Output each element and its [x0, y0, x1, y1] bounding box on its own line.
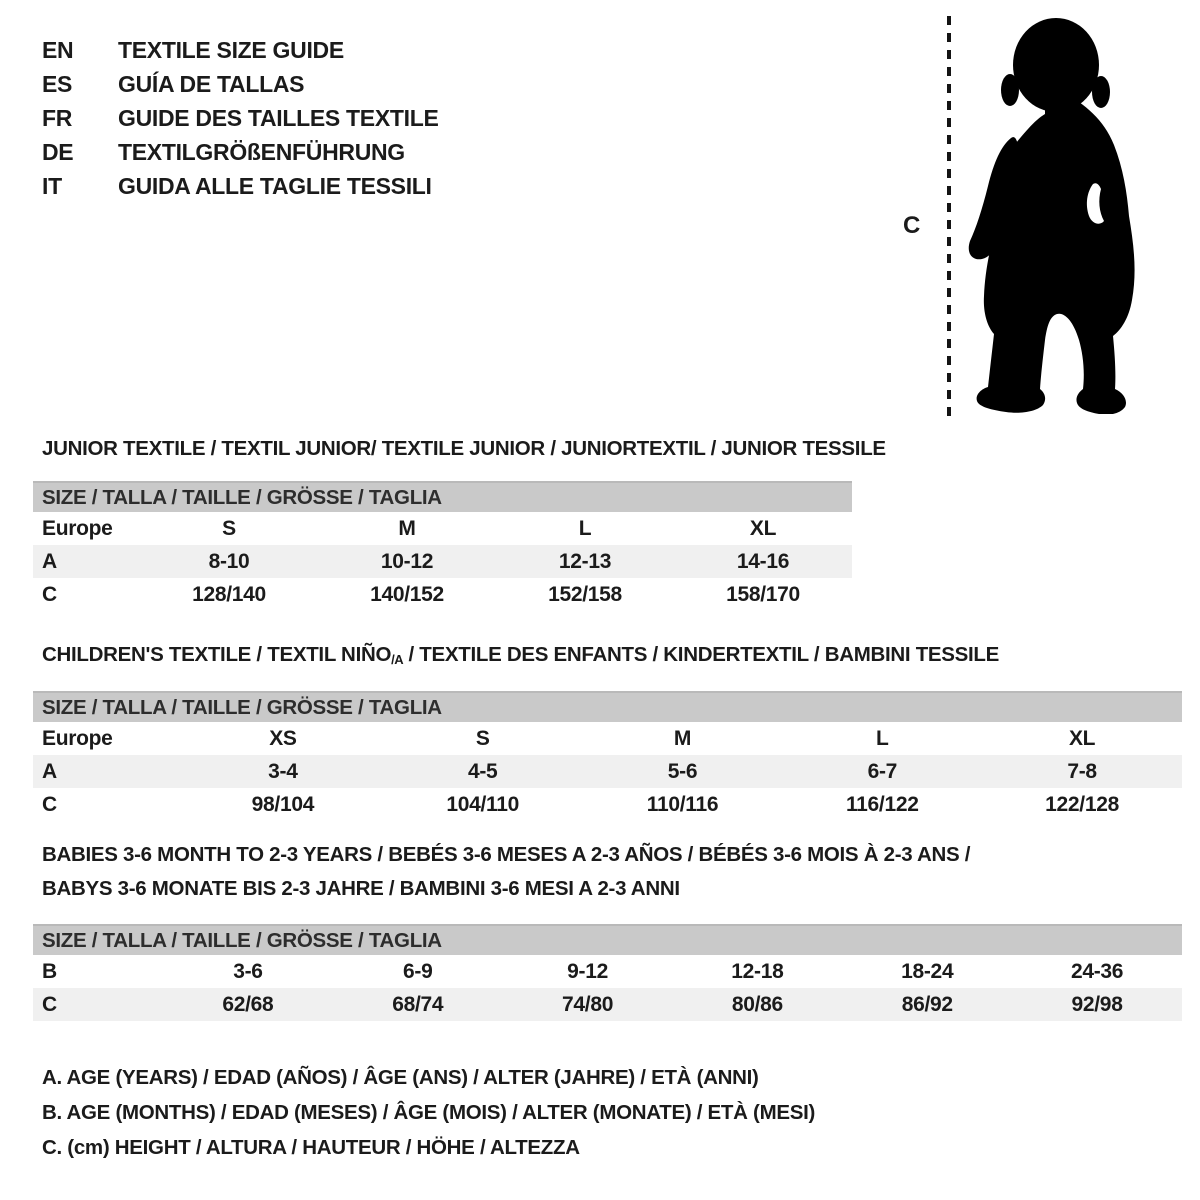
row-label: Europe: [42, 726, 113, 750]
title-line: BABYS 3-6 MONATE BIS 2-3 JAHRE / BAMBINI 3-6 MESI A 2-3 ANNI: [42, 877, 680, 900]
height-cell: 98/104: [251, 792, 315, 816]
legend-line-b: B. AGE (MONTHS) / EDAD (MESES) / ÂGE (MOIS) / ALTER (MONATE) / ETÀ (MESI): [42, 1101, 816, 1124]
size-cell: L: [876, 726, 889, 750]
age-cell: 6-9: [403, 959, 433, 983]
table-row-europe: [33, 722, 1182, 755]
table-row-age: [33, 545, 852, 578]
table-row-age-months: [33, 955, 1182, 988]
lang-row-es: [42, 67, 439, 101]
height-cell: 92/98: [1071, 992, 1123, 1016]
size-cell: XL: [1068, 726, 1096, 750]
measurement-legend: [42, 1060, 815, 1165]
row-label: C: [42, 582, 57, 606]
age-cell: 5-6: [667, 759, 698, 783]
legend-line-a: A. AGE (YEARS) / EDAD (AÑOS) / ÂGE (ANS) / ALTER (JAHRE) / ETÀ (ANNI): [42, 1066, 759, 1089]
height-cell: 74/80: [562, 992, 614, 1016]
lang-title: TEXTILE SIZE GUIDE: [118, 36, 344, 63]
height-cell: 62/68: [222, 992, 274, 1016]
age-cell: 18-24: [901, 959, 954, 983]
table-row-europe: [33, 512, 852, 545]
row-label: A: [42, 549, 57, 573]
size-cell: M: [398, 516, 416, 540]
age-cell: 10-12: [380, 549, 434, 573]
age-cell: 6-7: [867, 759, 898, 783]
height-cell: 80/86: [731, 992, 783, 1016]
lang-row-fr: [42, 101, 439, 135]
table-row-age: [33, 755, 1182, 788]
measure-label-c: C: [903, 212, 921, 239]
row-label: Europe: [42, 516, 113, 540]
section-title-children: [42, 643, 999, 667]
height-cell: 104/110: [446, 792, 520, 816]
lang-row-it: [42, 169, 439, 203]
legend-line-c: C. (cm) HEIGHT / ALTURA / HAUTEUR / HÖHE / ALTEZZA: [42, 1136, 580, 1159]
age-cell: 4-5: [467, 759, 498, 783]
height-measure-dashed-line: [947, 16, 951, 416]
height-cell: 68/74: [392, 992, 444, 1016]
children-size-table: [33, 691, 1182, 821]
height-cell: 128/140: [192, 582, 266, 606]
age-cell: 3-6: [233, 959, 263, 983]
title-line: BABIES 3-6 MONTH TO 2-3 YEARS / BEBÉS 3-6 MESES A 2-3 AÑOS / BÉBÉS 3-6 MOIS À 2-3 ANS /: [42, 843, 971, 866]
row-label: A: [42, 759, 57, 783]
height-cell: 140/152: [370, 582, 444, 606]
height-cell: 122/128: [1045, 792, 1119, 816]
age-cell: 9-12: [567, 959, 608, 983]
title-subscript: /A: [391, 652, 404, 667]
row-label: B: [42, 959, 57, 983]
age-cell: 12-18: [731, 959, 784, 983]
size-cell: S: [475, 726, 490, 750]
row-label: C: [42, 792, 57, 816]
section-title-junior: JUNIOR TEXTILE / TEXTIL JUNIOR/ TEXTILE JUNIOR / JUNIORTEXTIL / JUNIOR TESSILE: [42, 437, 886, 460]
size-header-bar: SIZE / TALLA / TAILLE / GRÖSSE / TAGLIA: [33, 481, 852, 512]
table-row-height: [33, 988, 1182, 1021]
lang-code: FR: [42, 104, 73, 131]
language-title-list: [42, 33, 439, 203]
table-row-height: [33, 578, 852, 611]
size-cell: XL: [749, 516, 777, 540]
height-cell: 158/170: [726, 582, 800, 606]
size-header-bar: SIZE / TALLA / TAILLE / GRÖSSE / TAGLIA: [33, 924, 1182, 955]
age-cell: 14-16: [736, 549, 790, 573]
height-cell: 110/116: [646, 792, 719, 816]
toddler-silhouette: [953, 10, 1171, 414]
lang-code: DE: [42, 138, 74, 165]
title-part: / TEXTILE DES ENFANTS / KINDERTEXTIL / BAMBINI TESSILE: [403, 643, 1000, 666]
size-cell: M: [673, 726, 692, 750]
row-label: C: [42, 992, 57, 1016]
age-cell: 8-10: [208, 549, 250, 573]
size-cell: L: [578, 516, 592, 540]
lang-title: GUIDE DES TAILLES TEXTILE: [118, 104, 439, 131]
age-cell: 7-8: [1067, 759, 1097, 783]
age-cell: 3-4: [268, 759, 298, 783]
lang-code: EN: [42, 36, 74, 63]
size-header-bar: SIZE / TALLA / TAILLE / GRÖSSE / TAGLIA: [33, 691, 1182, 722]
height-cell: 116/122: [845, 792, 919, 816]
junior-size-table: [33, 481, 852, 611]
babies-size-table: [33, 924, 1182, 1021]
lang-row-en: [42, 33, 439, 67]
lang-code: ES: [42, 70, 73, 97]
lang-title: GUIDA ALLE TAGLIE TESSILI: [118, 172, 432, 199]
title-part: CHILDREN'S TEXTILE / TEXTIL NIÑO: [42, 643, 392, 666]
height-cell: 152/158: [548, 582, 622, 606]
lang-code: IT: [42, 172, 62, 199]
size-cell: XS: [269, 726, 297, 750]
age-cell: 12-13: [558, 549, 612, 573]
lang-title: TEXTILGRÖßENFÜHRUNG: [118, 138, 405, 165]
table-row-height: [33, 788, 1182, 821]
age-cell: 24-36: [1070, 959, 1124, 983]
size-cell: S: [222, 516, 236, 540]
lang-row-de: [42, 135, 439, 169]
lang-title: GUÍA DE TALLAS: [118, 70, 305, 97]
section-title-babies: [42, 838, 992, 906]
height-cell: 86/92: [901, 992, 953, 1016]
